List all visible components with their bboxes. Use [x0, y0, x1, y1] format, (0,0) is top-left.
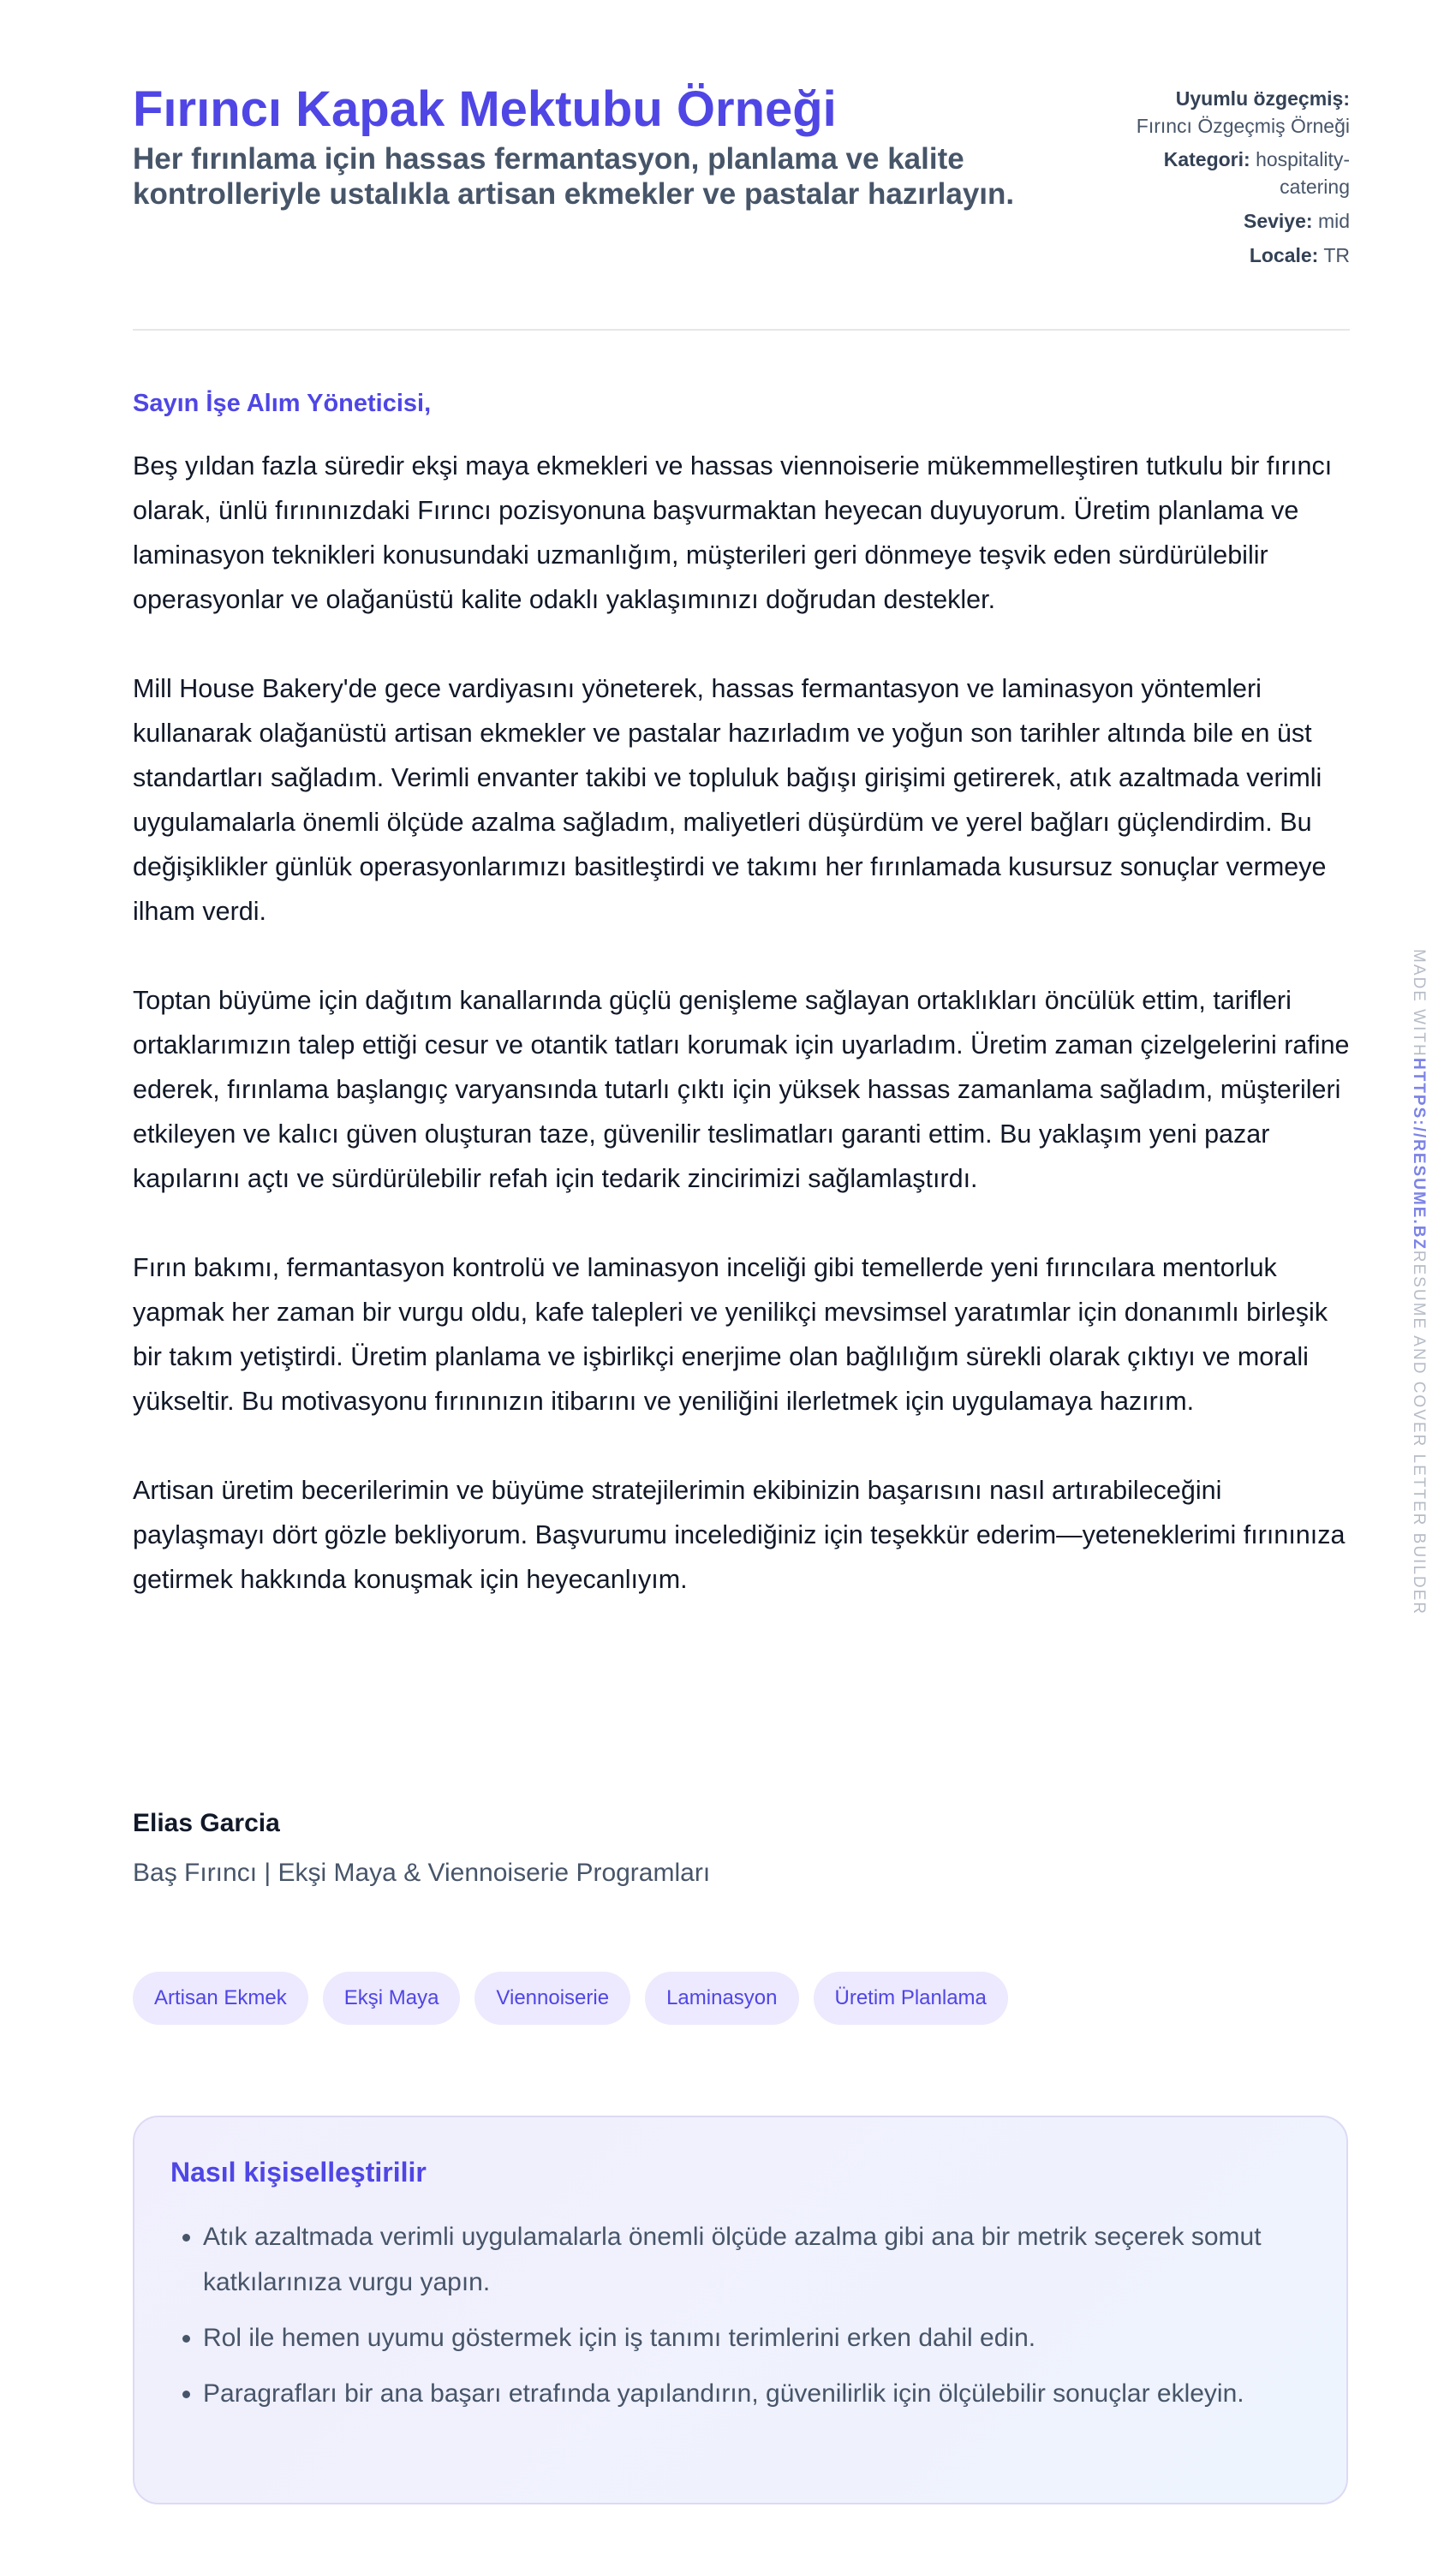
paragraph: Mill House Bakery'de gece vardiyasını yöneterek, hassas fermantasyon ve laminasyon yöntemleri kullanarak olağanüstü artisan ekmekler ve pastalar hazırladım ve yoğun son tarihler altında bile en üst standartları sağladım. Verimli envanter takibi ve topluluk bağışı girişimi getirerek, atık azaltmada verimli uygulamalarla önemli ölçüde azalma sağladım, maliyetleri düşürdüm ve yerel bağları güçlendirdim. Bu değişiklikler günlük operasyonlarımızı basitleştirdi ve takımı her fırınlamada kusursuz sonuçlar vermeye ilham verdi.: [133, 674, 1327, 926]
signature-title: Baş Fırıncı | Ekşi Maya & Viennoiserie Programları: [133, 1859, 711, 1887]
meta-compatible-resume: [1127, 86, 1350, 140]
meta-info: [1127, 82, 1350, 276]
meta-label: Seviye:: [1243, 209, 1313, 232]
meta-value: Fırıncı Özgeçmiş Örneği: [1136, 114, 1350, 137]
tips-list: [170, 2214, 1310, 2416]
paragraph: Toptan büyüme için dağıtım kanallarında güçlü genişleme sağlayan ortaklıkları öncülük ettim, tarifleri ortaklarımızın talep ettiği cesur ve otantik tatları korumak için uyarladım. Üretim zaman çizelgelerini rafine ederek, fırınlama başlangıç varyansında tutarlı çıktı için yüksek hassas zamanlama sağladım, müşterileri etkileyen ve kalıcı güven oluşturan taze, güvenilir teslimatları garanti ettim. Bu yaklaşım yeni pazar kapılarını açtı ve sürdürülebilir refah için tedarik zincirimizi sağlamlaştırdı.: [133, 986, 1350, 1193]
tip-item: • Atık azaltmada verimli uygulamalarla önemli ölçüde azalma gibi ana bir metrik seçerek somut katkılarınıza vurgu yapın.: [203, 2214, 1310, 2305]
tip-item: • Paragrafları bir ana başarı etrafında yapılandırın, güvenilirlik için ölçülebilir sonuçlar ekleyin.: [203, 2371, 1310, 2416]
paragraph: Beş yıldan fazla süredir ekşi maya ekmekleri ve hassas viennoiserie mükemmelleştiren tutkulu bir fırıncı olarak, ünlü fırınınızdaki Fırıncı pozisyonuna başvurmaktan heyecan duyuyorum. Üretim planlama ve laminasyon teknikleri konusundaki uzmanlığım, müşterileri geri dönmeye teşvik eden sürdürülebilir operasyonlar ve olağanüstü kalite odaklı yaklaşımınızı doğrudan destekler.: [133, 451, 1333, 614]
skill-tag: Laminasyon: [645, 1972, 798, 2025]
title-block: [133, 82, 1118, 276]
greeting: Sayın İşe Alım Yöneticisi,: [133, 390, 432, 417]
watermark-link[interactable]: HTTPS://RESUME.BZ: [1410, 1057, 1428, 1251]
skill-tag: Artisan Ekmek: [133, 1972, 308, 2025]
watermark-suffix: RESUME AND COVER LETTER BUILDER: [1410, 1250, 1428, 1616]
meta-value: TR: [1323, 243, 1350, 266]
header-divider: [133, 329, 1350, 331]
watermark: [1409, 949, 1428, 1615]
tips-title: Nasıl kişiselleştirilir: [170, 2157, 427, 2188]
skill-tag: Üretim Planlama: [814, 1972, 1008, 2025]
letter-body: [133, 390, 1353, 1646]
page-title: Fırıncı Kapak Mektubu Örneği: [133, 81, 837, 137]
skill-tag: Viennoiserie: [474, 1972, 630, 2025]
meta-label: Kategori:: [1163, 148, 1250, 171]
personalization-tips: [133, 2116, 1348, 2504]
meta-value: mid: [1317, 209, 1350, 232]
meta-value: hospitality-catering: [1256, 148, 1350, 199]
watermark-prefix: MADE WITH: [1410, 949, 1428, 1058]
skill-tag: Ekşi Maya: [323, 1972, 461, 2025]
skill-tags: [133, 1972, 1008, 2025]
meta-label: Locale:: [1249, 243, 1319, 266]
paragraph: Artisan üretim becerilerimin ve büyüme stratejilerimin ekibinizin başarısını nasıl artırabileceğini paylaşmayı dört gözle bekliyorum. Başvurumu incelediğiniz için teşekkür ederim—yeteneklerimi fırınınıza getirmek hakkında konuşmak için heyecanlıyım.: [133, 1476, 1346, 1594]
signature-name: Elias Garcia: [133, 1809, 280, 1837]
page-subtitle: Her fırınlama için hassas fermantasyon, planlama ve kalite kontrolleriyle ustalıkla artisan ekmekler ve pastalar hazırlayın.: [133, 141, 1015, 212]
tip-item: • Rol ile hemen uyumu göstermek için iş tanımı terimlerini erken dahil edin.: [203, 2315, 1310, 2361]
meta-label: Uyumlu özgeçmiş:: [1175, 87, 1350, 110]
page-header: [133, 82, 1350, 276]
paragraph: Fırın bakımı, fermantasyon kontrolü ve laminasyon inceliği gibi temellerde yeni fırıncılara mentorluk yapmak her zaman bir vurgu oldu, kafe talepleri ve yenilikçi mevsimsel yaratımlar için donanımlı birleşik bir takım yetiştirdi. Üretim planlama ve işbirlikçi enerjime olan bağlılığım sürekli olarak çıktıyı ve morali yükseltir. Bu motivasyonu fırınınızın itibarını ve yeniliğini ilerletmek için uygulamaya hazırım.: [133, 1253, 1328, 1416]
meta-locale: [1127, 242, 1350, 270]
meta-level: [1127, 208, 1350, 236]
meta-category: [1127, 146, 1350, 200]
